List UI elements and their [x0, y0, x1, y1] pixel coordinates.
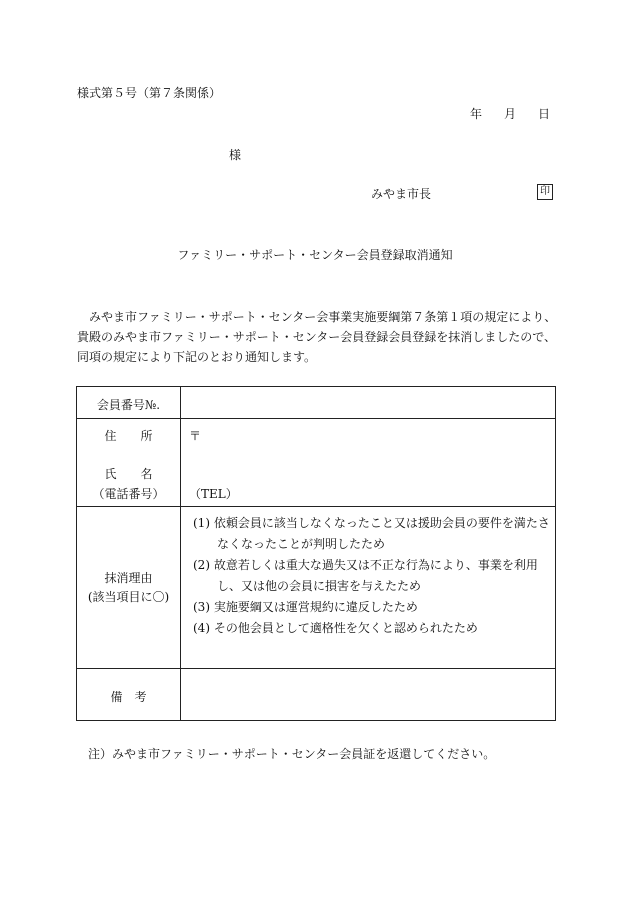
remarks-label: 備 考	[110, 690, 147, 704]
table-row-divider	[77, 418, 555, 419]
body-line-2: 貴殿のみやま市ファミリー・サポート・センター会員登録会員登録を抹消しましたので、	[77, 330, 557, 344]
footer-note: 注）みやま市ファミリー・サポート・センター会員証を返還してください。	[88, 747, 496, 761]
reason-hint: (該当項目に〇)	[87, 590, 170, 604]
document-title: ファミリー・サポート・センター会員登録取消通知	[177, 248, 453, 262]
tel-label: （TEL）	[189, 487, 238, 501]
body-line-3: 同項の規定により下記のとおり通知します。	[77, 350, 317, 364]
sender-name: みやま市長	[371, 187, 432, 201]
phone-label: （電話番号）	[92, 487, 165, 501]
date-month: 月	[504, 107, 517, 121]
table-column-divider	[180, 387, 181, 720]
seal-mark: 印	[537, 184, 553, 200]
name-label: 氏 名	[104, 467, 153, 481]
reason-list	[193, 513, 553, 639]
postal-mark: 〒	[189, 429, 202, 443]
address-label: 住 所	[104, 429, 153, 443]
addressee-suffix: 様	[229, 148, 242, 162]
date-line	[470, 105, 550, 122]
body-line-1: みやま市ファミリー・サポート・センター会事業実施要綱第７条第１項の規定により、	[89, 310, 557, 324]
reason-label: 抹消理由	[104, 571, 153, 585]
reason-item-4: (4) その他会員として適格性を欠くと認められたため	[193, 621, 478, 635]
date-day: 日	[538, 107, 551, 121]
table-row-divider	[77, 668, 555, 669]
reason-item-3: (3) 実施要綱又は運営規約に違反したため	[193, 600, 418, 614]
date-year: 年	[470, 107, 483, 121]
notice-table	[76, 386, 556, 721]
member-number-label: 会員番号№.	[96, 398, 161, 412]
body-text	[77, 307, 557, 367]
table-row-divider	[77, 506, 555, 507]
reason-item-2: (2) 故意若しくは重大な過失又は不正な行為により、事業を利用し、又は他の会員に損害を与えたため	[193, 558, 538, 593]
form-number: 様式第５号（第７条関係）	[77, 86, 222, 100]
reason-item-1: (1) 依頼会員に該当しなくなったこと又は援助会員の要件を満たさなくなったことが判明したため	[193, 516, 550, 551]
